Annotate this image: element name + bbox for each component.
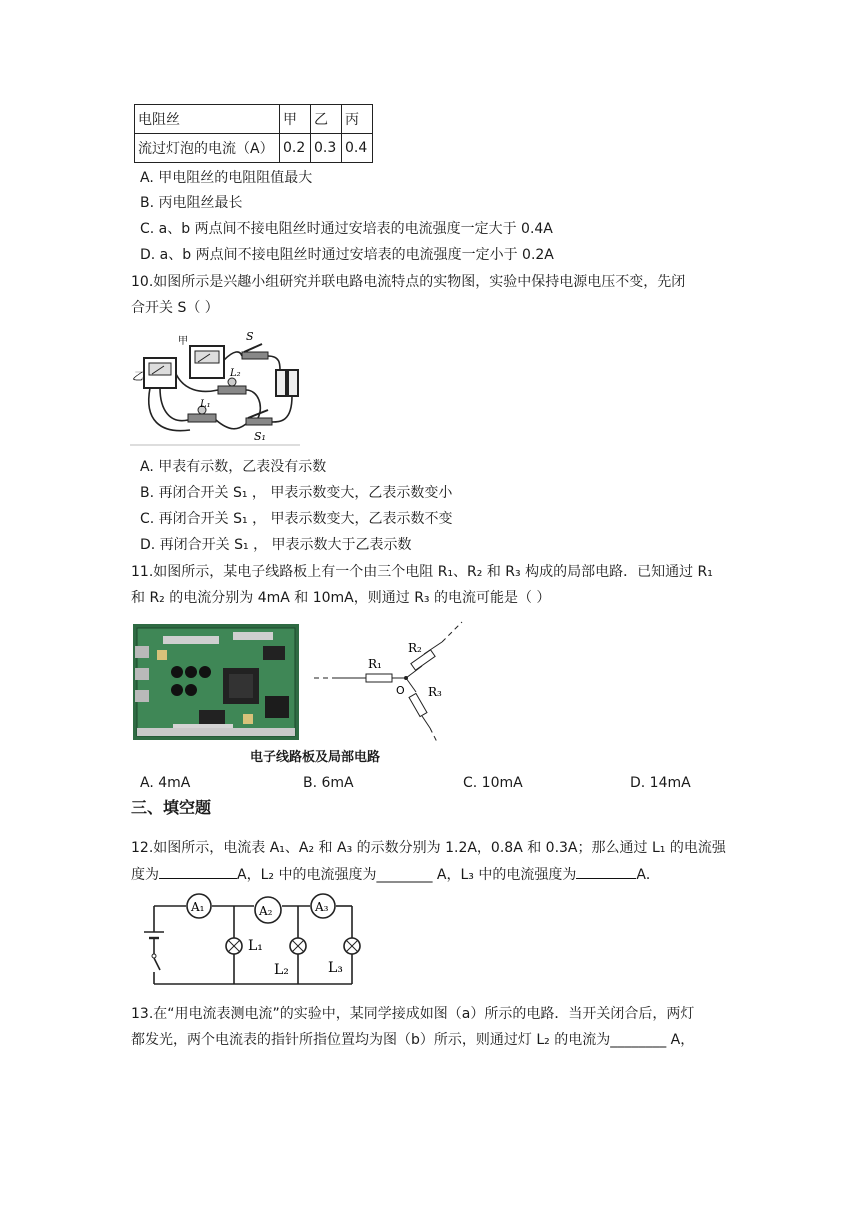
label-r3: R₃ [428,685,442,699]
q9-option-c[interactable]: C. a、b 两点间不接电阻丝时通过安培表的电流强度一定大于 0.4A [140,221,553,237]
label-yi: 乙 [132,370,143,383]
q12-stem-line2 [131,864,660,885]
q9-option-a[interactable]: A. 甲电阻丝的电阻阻值最大 [140,170,313,186]
q11-option-b[interactable]: B. 6mA [303,775,354,791]
ammeter-circuit-diagram [140,892,372,990]
partial-circuit-diagram [310,612,470,748]
section-heading: 三、填空题 [131,798,212,817]
label-l1: L₁ [248,938,263,954]
parallel-circuit-photo [130,330,302,448]
figure-caption: 电子线路板及局部电路 [250,750,381,765]
q12-stem-line1: 12.如图所示，电流表 A₁、A₂ 和 A₃ 的示数分别为 1.2A，0.8A 和 0.3A；那么通过 L₁ 的电流强 [131,840,726,856]
table-cell: 0.3 [311,134,342,163]
table-cell: 流过灯泡的电流（A） [135,134,280,163]
table-cell: 甲 [280,105,311,134]
q9-option-d[interactable]: D. a、b 两点间不接电阻丝时通过安培表的电流强度一定小于 0.2A [140,247,554,263]
label-a2: A₂ [259,904,273,918]
label-s: S [246,330,254,343]
circuit-board-photo [133,624,299,740]
table-cell: 丙 [342,105,373,134]
q10-stem-line2: 合开关 S（ ） [131,300,219,316]
label-r1: R₁ [368,657,382,671]
label-l2: L₂ [274,962,289,978]
q11-option-c[interactable]: C. 10mA [463,775,523,791]
q12-text: A，L₂ 中的电流强度为________ A，L₃ 中的电流强度为 [237,867,577,883]
label-l1: L₁ [200,399,211,410]
label-s1: S₁ [254,430,266,443]
q10-stem-line1: 10.如图所示是兴趣小组研究并联电路电流特点的实物图，实验中保持电源电压不变，先闭 [131,274,686,290]
table-cell: 电阻丝 [135,105,280,134]
label-jia: 甲 [178,336,188,347]
label-a3: A₃ [315,900,329,914]
q11-stem-line2: 和 R₂ 的电流分别为 4mA 和 10mA，则通过 R₃ 的电流可能是（ ） [131,590,551,606]
table-row [135,105,373,134]
label-l3: L₃ [328,960,343,976]
q12-text: A． [636,867,660,883]
q11-option-d[interactable]: D. 14mA [630,775,691,791]
label-l2: L₂ [230,368,241,379]
q11-stem-line1: 11.如图所示，某电子线路板上有一个由三个电阻 R₁、R₂ 和 R₃ 构成的局部电路．已知通过 R₁ [131,564,713,580]
table-cell: 乙 [311,105,342,134]
table-cell: 0.4 [342,134,373,163]
answer-blank-l3[interactable] [576,864,636,879]
table-row [135,134,373,163]
table-cell: 0.2 [280,134,311,163]
label-o: O [396,684,405,697]
q12-text: 度为 [131,867,159,883]
q13-stem-line2: 都发光，两个电流表的指针所指位置均为图（b）所示，则通过灯 L₂ 的电流为________ A， [131,1032,695,1048]
answer-blank-l1[interactable] [159,864,237,879]
label-a1: A₁ [191,900,205,914]
resistance-table [134,104,373,163]
q10-option-c[interactable]: C. 再闭合开关 S₁ ， 甲表示数变大，乙表示数不变 [140,511,453,527]
q9-option-b[interactable]: B. 丙电阻丝最长 [140,195,243,211]
label-r2: R₂ [408,641,422,655]
q10-option-d[interactable]: D. 再闭合开关 S₁ ， 甲表示数大于乙表示数 [140,537,412,553]
q13-stem-line1: 13.在“用电流表测电流”的实验中，某同学接成如图（a）所示的电路．当开关闭合后，两灯 [131,1006,695,1022]
q10-option-a[interactable]: A. 甲表有示数，乙表没有示数 [140,459,327,475]
q10-option-b[interactable]: B. 再闭合开关 S₁ ， 甲表示数变大，乙表示数变小 [140,485,453,501]
q11-option-a[interactable]: A. 4mA [140,775,191,791]
